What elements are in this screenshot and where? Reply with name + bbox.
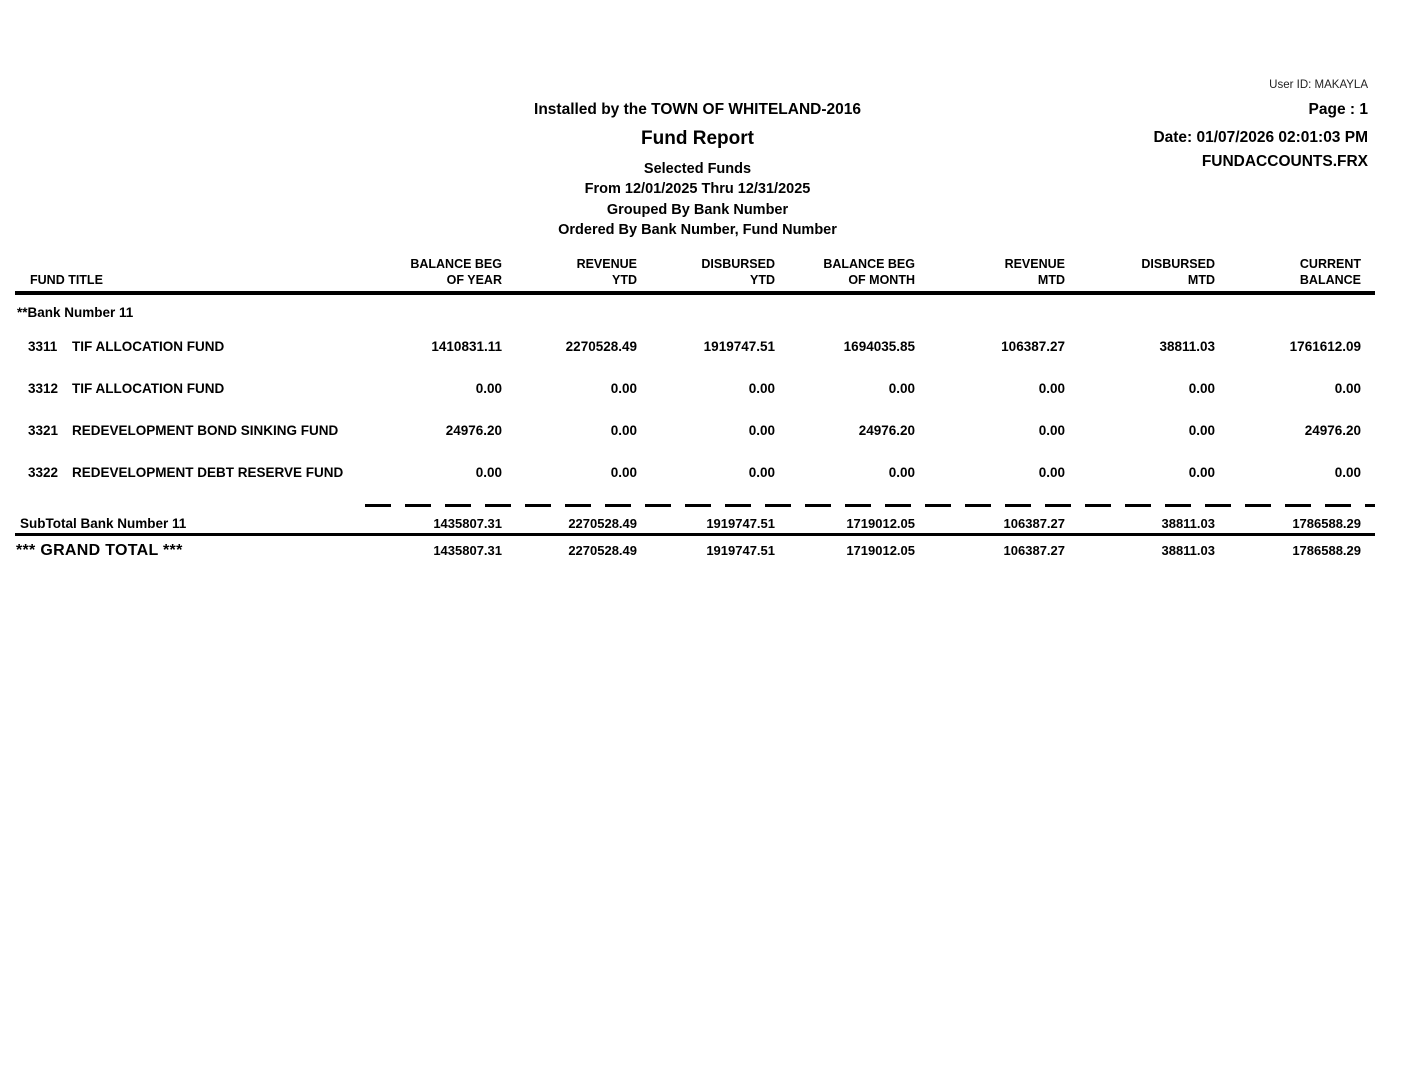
cell-disbursed-mtd: 0.00 — [1188, 381, 1215, 396]
report-date: Date: 01/07/2026 02:01:03 PM — [1153, 129, 1368, 146]
grand-total-balance-beg-of-year: 1435807.31 — [433, 543, 502, 558]
subtotal-dashed-rule — [365, 504, 1375, 507]
column-header-line2: MTD — [1187, 273, 1215, 287]
column-header-line2: MTD — [1037, 273, 1065, 287]
cell-revenue-ytd: 2270528.49 — [565, 339, 637, 354]
grand-total-revenue-ytd: 2270528.49 — [568, 543, 637, 558]
cell-revenue-mtd: 0.00 — [1038, 423, 1065, 438]
column-header-current-balance — [1215, 256, 1375, 288]
fund-title: TIF ALLOCATION FUND — [72, 381, 225, 396]
cell-revenue-mtd: 0.00 — [1038, 381, 1065, 396]
installed-by: Installed by the TOWN OF WHITELAND-2016 — [534, 101, 861, 118]
column-header-line1: BALANCE BEG — [823, 257, 915, 271]
cell-disbursed-mtd: 0.00 — [1188, 465, 1215, 480]
fund-table — [15, 250, 1375, 561]
column-header-line2: YTD — [750, 273, 775, 287]
report-subtitle-date-range: From 12/01/2025 Thru 12/31/2025 — [584, 181, 811, 197]
cell-disbursed-mtd: 0.00 — [1188, 423, 1215, 438]
subtotal-row — [15, 515, 1375, 533]
page-number: Page : 1 — [1308, 101, 1368, 118]
fund-cell — [15, 464, 365, 482]
fund-row — [15, 464, 1375, 482]
fund-cell — [15, 422, 365, 440]
cell-disbursed-ytd: 1919747.51 — [703, 339, 775, 354]
cell-disbursed-ytd: 0.00 — [748, 381, 775, 396]
cell-disbursed-ytd: 0.00 — [748, 465, 775, 480]
column-header-balance-beg-of-year — [365, 256, 502, 288]
column-header-balance-beg-of-month — [775, 256, 915, 288]
fund-number: 3312 — [28, 381, 59, 396]
cell-current-balance: 0.00 — [1334, 381, 1361, 396]
header-center-block — [0, 101, 1395, 238]
table-header-row — [15, 250, 1375, 288]
cell-current-balance: 0.00 — [1334, 465, 1361, 480]
subtotal-current-balance: 1786588.29 — [1292, 516, 1361, 531]
report-subtitle-ordered-by: Ordered By Bank Number, Fund Number — [558, 222, 837, 238]
subtotal-revenue-ytd: 2270528.49 — [568, 516, 637, 531]
column-header-line1: DISBURSED — [1141, 257, 1215, 271]
header-rule — [15, 291, 1375, 295]
fund-cell — [15, 380, 365, 398]
grand-total-current-balance: 1786588.29 — [1292, 543, 1361, 558]
fund-number: 3311 — [28, 339, 58, 354]
subtotal-balance-beg-of-year: 1435807.31 — [433, 516, 502, 531]
column-header-line1: BALANCE BEG — [410, 257, 502, 271]
cell-current-balance: 1761612.09 — [1289, 339, 1361, 354]
fund-cell — [15, 338, 365, 356]
grand-total-disbursed-mtd: 38811.03 — [1161, 543, 1215, 558]
cell-balance-beg-of-month: 0.00 — [888, 465, 915, 480]
cell-revenue-ytd: 0.00 — [610, 423, 637, 438]
report-subtitle-selected-funds: Selected Funds — [643, 161, 752, 177]
fund-row — [15, 422, 1375, 440]
fund-number: 3322 — [28, 465, 59, 480]
subtotal-rule — [15, 533, 1375, 536]
column-header-disbursed-ytd — [637, 256, 775, 288]
subtotal-revenue-mtd: 106387.27 — [1003, 516, 1065, 531]
column-header-line1: DISBURSED — [701, 257, 775, 271]
subtotal-disbursed-ytd: 1919747.51 — [706, 516, 775, 531]
bank-group-label: **Bank Number 11 — [17, 305, 134, 320]
cell-balance-beg-of-year: 24976.20 — [445, 423, 502, 438]
cell-disbursed-ytd: 0.00 — [748, 423, 775, 438]
cell-balance-beg-of-year: 1410831.11 — [431, 339, 502, 354]
column-header-fund-title: FUND TITLE — [30, 273, 103, 287]
cell-balance-beg-of-year: 0.00 — [475, 465, 502, 480]
column-header-line1: REVENUE — [576, 257, 637, 271]
cell-revenue-ytd: 0.00 — [610, 465, 637, 480]
grand-total-row — [15, 541, 1375, 561]
cell-balance-beg-of-month: 24976.20 — [858, 423, 915, 438]
column-header-revenue-ytd — [502, 256, 637, 288]
grand-total-balance-beg-of-month: 1719012.05 — [846, 543, 915, 558]
user-id: User ID: MAKAYLA — [1269, 79, 1368, 91]
grand-total-disbursed-ytd: 1919747.51 — [706, 543, 775, 558]
cell-revenue-mtd: 106387.27 — [1001, 339, 1065, 354]
column-header-line1: CURRENT — [1299, 257, 1361, 271]
fund-number: 3321 — [28, 423, 59, 438]
cell-disbursed-mtd: 38811.03 — [1159, 339, 1215, 354]
report-subtitle-grouped-by: Grouped By Bank Number — [606, 202, 789, 218]
column-header-revenue-mtd — [915, 256, 1065, 288]
cell-revenue-ytd: 0.00 — [610, 381, 637, 396]
fund-title: TIF ALLOCATION FUND — [72, 339, 225, 354]
column-header-line2: YTD — [612, 273, 637, 287]
column-header-line2: OF MONTH — [848, 273, 915, 287]
cell-balance-beg-of-month: 1694035.85 — [843, 339, 915, 354]
report-title: Fund Report — [641, 128, 754, 149]
column-header-disbursed-mtd — [1065, 256, 1215, 288]
cell-current-balance: 24976.20 — [1304, 423, 1361, 438]
grand-total-revenue-mtd: 106387.27 — [1003, 543, 1065, 558]
column-header-line2: BALANCE — [1299, 273, 1361, 287]
grand-total-label: *** GRAND TOTAL *** — [16, 542, 183, 559]
subtotal-disbursed-mtd: 38811.03 — [1161, 516, 1215, 531]
fund-row — [15, 338, 1375, 356]
subtotal-balance-beg-of-month: 1719012.05 — [846, 516, 915, 531]
cell-balance-beg-of-year: 0.00 — [475, 381, 502, 396]
column-header-line1: REVENUE — [1004, 257, 1065, 271]
cell-balance-beg-of-month: 0.00 — [888, 381, 915, 396]
subtotal-label: SubTotal Bank Number 11 — [20, 516, 187, 531]
report-filename: FUNDACCOUNTS.FRX — [1201, 153, 1368, 170]
column-header-line2: OF YEAR — [446, 273, 502, 287]
fund-title: REDEVELOPMENT DEBT RESERVE FUND — [72, 465, 344, 480]
cell-revenue-mtd: 0.00 — [1038, 465, 1065, 480]
fund-row — [15, 380, 1375, 398]
fund-title: REDEVELOPMENT BOND SINKING FUND — [72, 423, 339, 438]
